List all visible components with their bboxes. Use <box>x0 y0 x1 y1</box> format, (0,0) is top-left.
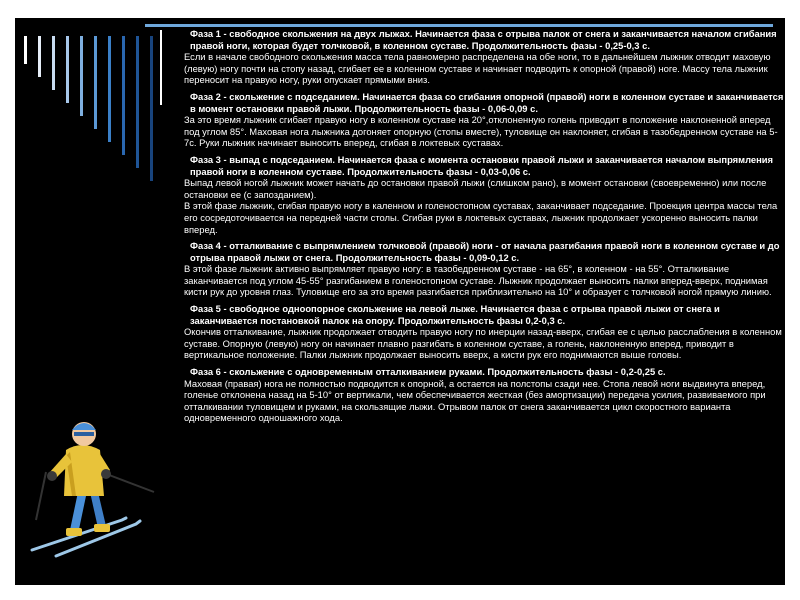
phase-title: - скольжение с подседанием. Начинается фаза со сгибания опорной (правой) ноги в коленном суставе и заканчивается в момент остановки правой лыжи. Продолжительность фазы - 0,06-0,09 с. <box>190 90 784 114</box>
decorative-stripe <box>108 36 111 142</box>
phase-5 <box>184 303 784 361</box>
decorative-stripe <box>66 36 69 103</box>
decorative-stripe <box>122 36 125 155</box>
phase-title: - свободное скольжения на двух лыжах. Начинается фаза с отрыва палок от снега и заканчивается началом сгибания правой ноги, которая будет толчковой, в коленном суставе. Продолжительность фазы - 0,25-0,3 с. <box>190 28 777 51</box>
phase-label: Фаза 1 <box>190 28 221 39</box>
phase-body: За это время лыжник сгибает правую ногу в коленном суставе на 20°,отклоненную голень приводит в положение наклоненной вперед под углом 85°. Маховая нога лыжника догоняет опорную (стопы вместе), туловище он наклоняет, сгибая в тазобедренном суставе на 5-7с. Руки лыжник начинает выносить вперед, сгибая в локтевых суставах. <box>184 114 778 149</box>
phase-body: В этой фазе лыжник активно выпрямляет правую ногу: в тазобедренном суставе - на 65°, в коленном - на 55°. Отталкивание заканчивается под углом 45-55° разгибанием в голеностопном суставе. Лыжник продолжает выносить палки вперед-вверх, поднимая кисти рук до уровня глаз. Туловище его за это время разгибается приблизительно на 10° и образует с толчковой ногой прямую линию. <box>184 263 772 298</box>
phase-label: Фаза 5 <box>190 303 221 315</box>
phase-1 <box>184 28 784 86</box>
phase-4 <box>184 240 784 298</box>
decorative-stripe <box>38 36 41 77</box>
decorative-stripe <box>94 36 97 129</box>
phase-title: - выпад с подседанием. Начинается фаза с момента остановки правой лыжи и заканчивается началом выпрямления правой ноги в коленном суставе. Продолжительность фазы - 0,03-0,06 с. <box>190 153 774 177</box>
decorative-stripe <box>24 36 27 64</box>
phases-text <box>184 28 784 580</box>
phase-body: Если в начале свободного скольжения масса тела равномерно распределена на обе ноги, то в дальнейшем лыжник отводит маховую (левую) ногу почти на стопу назад, сгибает ее в коленном суставе и начинает подводить к опорной (правой) ноге. Массу тела лыжник переносит на правую ногу, руки опускает прямыми вниз. <box>184 51 771 86</box>
skier-illustration <box>26 400 166 560</box>
phase-body: Маховая (правая) нога не полностью подводится к опорной, а остается на полстопы сзади нее. Стопа левой ноги выдвинута вперед, голенье отклонена назад на 5-10° от вертикали, чем обеспечивается жесткая (без амортизации) передача усилия, развиваемого при отталкивании туловищем и руками, на скользящие лыжи. Отрывом палок от снега заканчивается цикл скоростного варианта одновременного одношажного хода. <box>184 377 766 424</box>
phase-label: Фаза 2 <box>190 90 221 102</box>
phase-title: - свободное одноопорное скольжение на левой лыже. Начинается фаза с отрыва правой лыжи от снега и заканчивается постановкой палок на опору. Продолжительность фазы 0,2-0,3 с. <box>190 303 720 326</box>
decorative-stripe <box>80 36 83 116</box>
phase-title: - отталкивание с выпрямлением толчковой (правой) ноги - от начала разгибания правой ноги в коленном суставе и до отрыва правой лыжи от снега. Продолжительность фазы - 0,09-0,12 с. <box>190 240 780 263</box>
phase-body: Выпад левой ногой лыжник может начать до остановки правой лыжи (слишком рано), в момент остановки (своевременно) или после остановки ее (с запозданием). В этой фазе лыжник, сгибая правую ногу в каленном и голеностопном суставах, заканчивает подседание. Проекция центра массы тела его сосредоточивается на передней части столы. Сгибая руки в локтевых суставах, лыжник продолжает ускоренно выносить палки вперед. <box>184 177 778 235</box>
phase-label: Фаза 3 <box>190 153 221 165</box>
phase-label: Фаза 6 <box>190 366 221 378</box>
phase-3 <box>184 154 784 235</box>
phase-body: Окончив отталкивание, лыжник продолжает отводить правую ногу по инерции назад-вверх, сгибая ее с целью расслабления в коленном суставе. Опорную (левую) ногу он начинает плавно разгибать в коленном суставе, а голень, наклоненную вперед, приводит в вертикальное положение. Палки лыжник продолжает выносить вверх, а кисти рук его поднимаются выше головы. <box>184 326 782 361</box>
phase-label: Фаза 4 <box>190 240 221 252</box>
top-rule <box>145 24 773 27</box>
decorative-stripe <box>136 36 139 168</box>
phase-6 <box>184 366 784 424</box>
decorative-stripe <box>52 36 55 90</box>
phase-title: - скольжение с одновременным отталкиванием руками. Продолжительность фазы - 0,2-0,25 с. <box>220 366 666 378</box>
decorative-stripes <box>24 36 164 196</box>
decorative-stripe <box>150 36 153 181</box>
phase-2 <box>184 91 784 149</box>
